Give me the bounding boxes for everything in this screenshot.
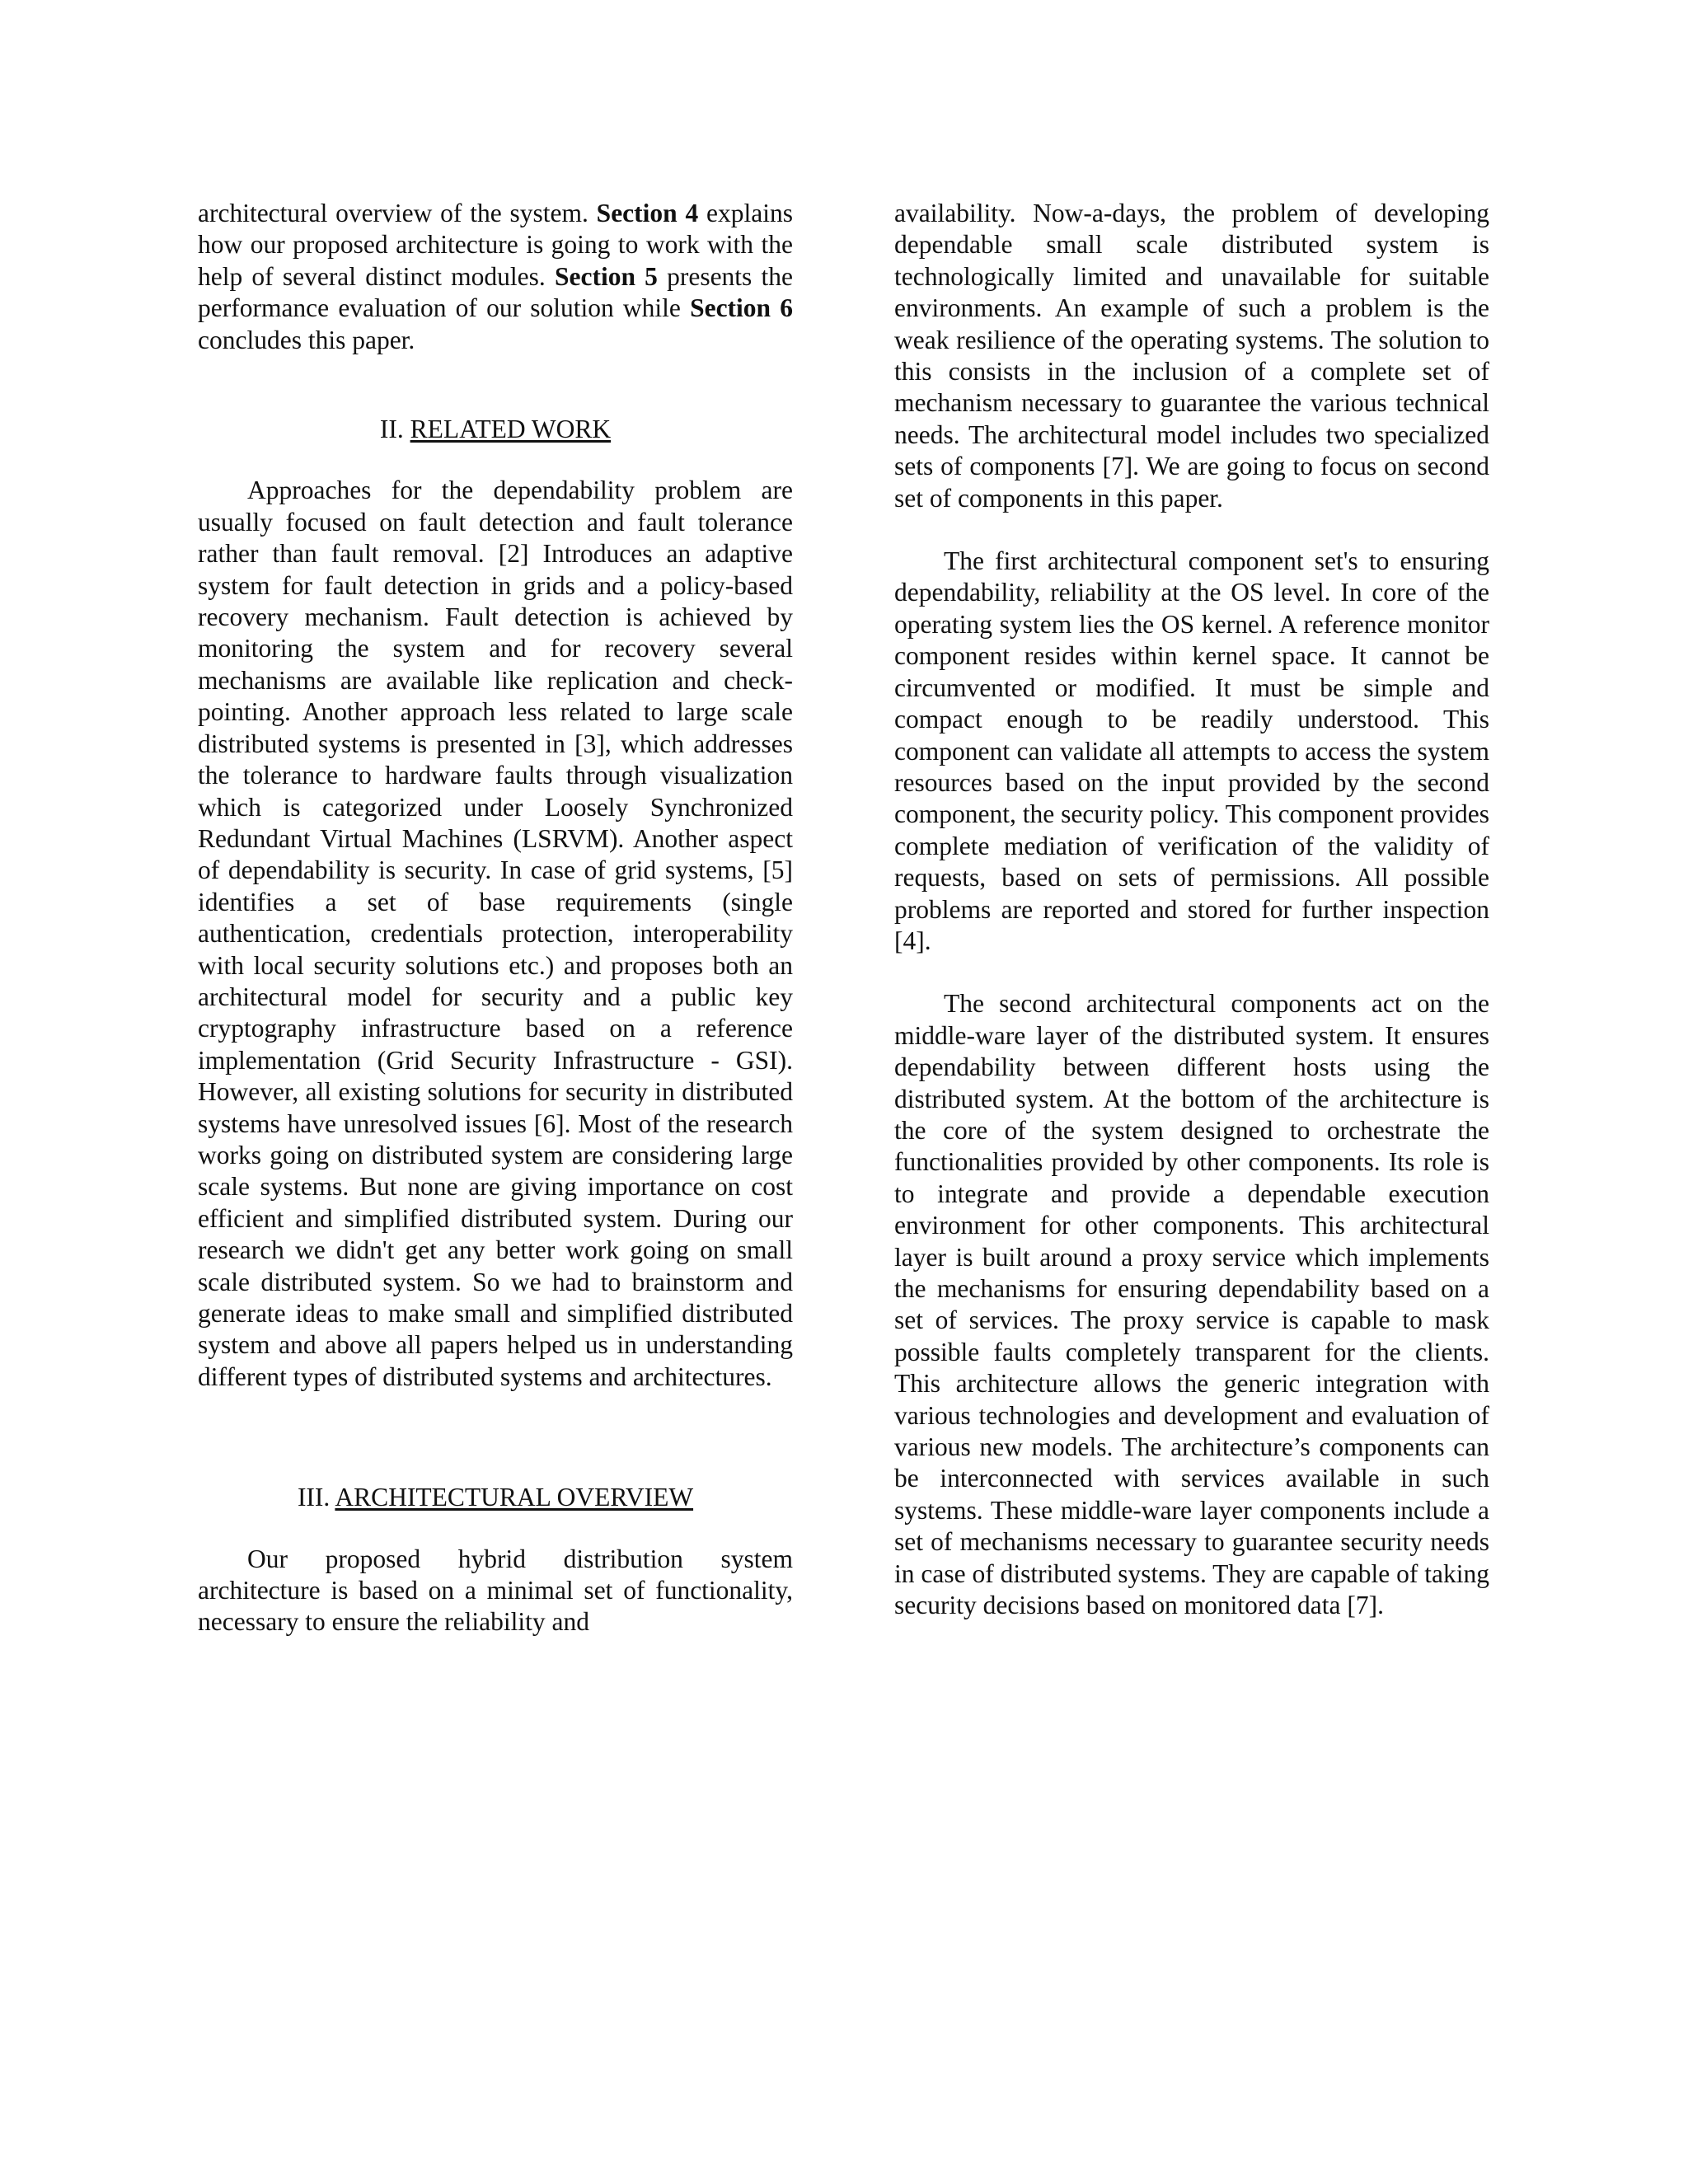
architectural-overview-heading <box>198 1482 793 1513</box>
intro-paragraph <box>198 198 793 356</box>
right-column <box>894 198 1489 1621</box>
left-column <box>198 198 793 1638</box>
section-4-ref: Section 4 <box>596 199 699 227</box>
intro-text-1: architectural overview of the system. <box>198 199 597 227</box>
section-5-ref: Section 5 <box>554 261 658 291</box>
section-6-ref: Section 6 <box>690 293 793 323</box>
related-work-paragraph: Approaches for the dependability problem are usually focused on fault detection and fault tolerance rather than fault removal. [2] Introduces an adaptive system for fault detection in grids and a policy-based recovery mechanism. Fault detection is achieved by monitoring the system and for recovery several mechanisms are available like replication and check-pointing. Another approach less related to large scale distributed systems is presented in [3], which addresses the tolerance to hardware faults through visualization which is categorized under Loosely Synchronized Redundant Virtual Machines (LSRVM). Another aspect of dependability is security. In case of grid systems, [5] identifies a set of base requirements (single authentication, credentials protection, interoperability with local security solutions etc.) and proposes both an architectural model for security and a public key cryptography infrastructure based on a reference implementation (Grid Security Infrastructure - GSI). However, all existing solutions for security in distributed systems have unresolved issues [6]. Most of the research works going on distributed system are considering large scale systems. But none are giving importance on cost efficient and simplified distributed system. During our research we didn't get any better work going on small scale distributed system. So we had to brainstorm and generate ideas to make small and simplified distributed system and above all papers helped us in understanding different types of distributed systems and architectures. <box>198 476 793 1391</box>
right-paragraph-1: availability. Now-a-days, the problem of developing dependable small scale distributed system is technologically limited and unavailable for suitable environments. An example of such a problem is the weak resilience of the operating systems. The solution to this consists in the inclusion of a complete set of mechanism necessary to guarantee the various technical needs. The architectural model includes two specialized sets of components [7]. We are going to focus on second set of components in this paper. <box>894 199 1489 513</box>
intro-text-3: presents the performance evaluation of our solution while <box>198 261 793 323</box>
intro-text-2: explains how our proposed architecture is going to work with the help of several distinct modules. <box>198 199 793 291</box>
architectural-overview-number: III. <box>297 1483 335 1512</box>
related-work-heading <box>198 414 793 445</box>
right-paragraph-2: The first architectural component set's to ensuring dependability, reliability at the OS level. In core of the operating system lies the OS kernel. A reference monitor component resides within kernel space. It cannot be circumvented or modified. It must be simple and compact enough to be readily understood. This component can validate all attempts to access the system resources based on the input provided by the second component, the security policy. This component provides complete mediation of verification of the validity of requests, based on sets of permissions. All possible problems are reported and stored for further inspection [4]. <box>894 546 1489 955</box>
right-paragraph-3: The second architectural components act on the middle-ware layer of the distributed system. It ensures dependability between different hosts using the distributed system. At the bottom of the architecture is the core of the system designed to orchestrate the functionalities provided by other components. Its role is to integrate and provide a dependable execution environment for other components. This architectural layer is built around a proxy service which implements the mechanisms for ensuring dependability based on a set of services. The proxy service is capable to mask possible faults completely transparent for the clients. This architecture allows the generic integration with various technologies and development and evaluation of various new models. The architecture’s components can be interconnected with services available in such systems. These middle-ware layer components include a set of mechanisms necessary to guarantee security needs in case of distributed systems. They are capable of taking security decisions based on monitored data [7]. <box>894 989 1489 1620</box>
architectural-overview-paragraph: Our proposed hybrid distribution system architecture is based on a minimal set of functionality, necessary to ensure the reliability and <box>198 1544 793 1637</box>
related-work-title: RELATED WORK <box>410 415 612 444</box>
intro-text-4: concludes this paper. <box>198 325 415 354</box>
related-work-number: II. <box>379 415 410 444</box>
architectural-overview-title: ARCHITECTURAL OVERVIEW <box>335 1483 694 1512</box>
